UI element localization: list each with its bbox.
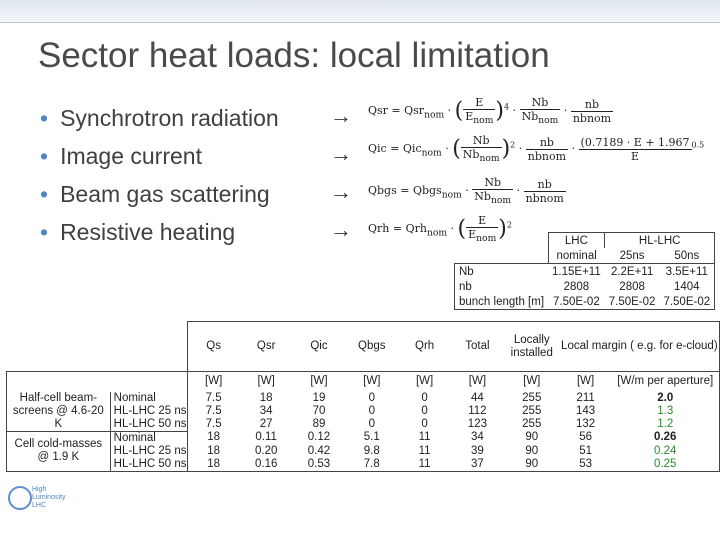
- formula-sub: nom: [541, 149, 567, 163]
- group-label: Cell cold-masses @ 1.9 K: [7, 431, 111, 471]
- formula-den: nb: [572, 111, 587, 125]
- header-divider: [0, 22, 720, 23]
- formula-num: E: [463, 96, 495, 110]
- table-header: Qsr: [240, 322, 293, 372]
- formula-exp: 2: [506, 220, 512, 230]
- table-cell: 0.42: [307, 444, 331, 457]
- table-cell: 132: [576, 417, 596, 430]
- formula-lhs: Qsr = Qsr: [368, 104, 425, 118]
- table-cell: 1.3: [611, 405, 719, 418]
- formula-exp: 0.5: [691, 140, 705, 150]
- header-band: [0, 0, 720, 22]
- table-cell: 44: [470, 391, 484, 404]
- table-cell: [7, 322, 111, 372]
- case-label: HL-LHC 25 ns: [110, 405, 187, 418]
- unit-cell: [W]: [240, 372, 293, 392]
- bullet-list: [40, 103, 279, 255]
- logo-line: High: [32, 486, 47, 493]
- table-cell: 9.8: [363, 444, 380, 457]
- table-row: [7, 418, 720, 432]
- hl-lhc-logo-icon: [8, 486, 32, 510]
- table-cell: 123: [467, 417, 487, 430]
- formula-exp: 2: [510, 140, 516, 150]
- table-row: [7, 392, 720, 405]
- right-arrow-icon: →: [330, 179, 352, 204]
- table-cell: 0.25: [611, 458, 719, 472]
- table-cell: 0: [421, 404, 428, 417]
- bullet-dot-icon: •: [40, 219, 49, 245]
- table-header: Qs: [187, 322, 240, 372]
- formula-sub: nom: [538, 115, 559, 127]
- formula-sub: nom: [473, 115, 494, 127]
- table-cell: 7.8: [345, 458, 398, 472]
- bullet-item: [40, 103, 279, 141]
- table-header: LHC: [548, 233, 605, 249]
- table-cell: 7.50E-02: [605, 294, 660, 310]
- table-cell: 34: [470, 431, 484, 444]
- bullet-item: [40, 217, 279, 255]
- formula-qic: Qic = Qic$_{nom}$ · ( $\frac{Nb}{Nb_{nom}}$ )$^2$ · $\frac{nb}{\text{nbnom}}$ · $\frac{(0.7189 \cdot E + 1.967}{E}$ $^{0.5}$: [368, 134, 705, 165]
- bullet-text: Beam gas scattering: [60, 181, 270, 207]
- formula-sub: nom: [539, 191, 564, 205]
- unit-cell: [W]: [187, 372, 240, 392]
- formula-den: nb: [527, 149, 542, 163]
- table-header: 50ns: [659, 248, 714, 264]
- table-cell: 7.50E-02: [548, 294, 605, 310]
- formula-num: Nb: [520, 96, 561, 110]
- table-cell: [7, 372, 111, 392]
- table-cell: 18: [207, 444, 221, 457]
- right-arrow-icon: →: [330, 141, 352, 166]
- formula-lhs: Qrh = Qrh: [368, 222, 427, 236]
- table-cell: 19: [312, 391, 326, 404]
- table-cell: 18: [259, 391, 273, 404]
- table-cell: [455, 248, 549, 264]
- formula-qrh: Qrh = Qrh$_{nom}$ · ( $\frac{E}{E_{nom}}$ )$^2$: [368, 214, 512, 245]
- table-cell: 1.2: [611, 418, 719, 432]
- bullet-dot-icon: •: [40, 143, 49, 169]
- formula-num: nb: [571, 98, 613, 112]
- table-cell: 7.5: [205, 404, 222, 417]
- table-cell: 112: [468, 404, 487, 417]
- table-cell: 11: [418, 444, 431, 457]
- formula-den: Nb: [474, 190, 491, 203]
- formula-exp: 4: [503, 102, 510, 112]
- table-cell: 2808: [563, 280, 590, 293]
- formula-qsr: Qsr = Qsr$_{nom}$ · ( $\frac{E}{E_{nom}}$ )$^4$ · $\frac{Nb}{Nb_{nom}}$ · $\frac{nb}{\text{nbnom}}$: [368, 96, 612, 127]
- formula-sub: nom: [479, 153, 500, 165]
- table-header: Qic: [293, 322, 346, 372]
- table-cell: 18: [207, 431, 221, 444]
- bullet-item: [40, 141, 279, 179]
- table-cell: 34: [259, 404, 273, 417]
- table-cell: 0: [421, 417, 428, 430]
- formula-lhs: Qic = Qic: [368, 142, 422, 156]
- table-row: [455, 264, 715, 280]
- formula-den: E: [465, 110, 474, 123]
- bullet-dot-icon: •: [40, 105, 49, 131]
- case-label: HL-LHC 50 ns: [110, 458, 187, 472]
- formula-den: Nb: [462, 148, 480, 161]
- table-cell: 255: [522, 391, 542, 404]
- formula-den: nb: [525, 191, 540, 205]
- table-header: Qrh: [398, 322, 451, 372]
- right-arrow-icon: →: [330, 103, 352, 128]
- table-cell: 0: [368, 417, 375, 430]
- parameters-table: [454, 232, 715, 310]
- formula-qbgs: Qbgs = Qbgs$_{nom}$ · $\frac{Nb}{Nb_{nom}}$ · $\frac{nb}{\text{nbnom}}$: [368, 176, 564, 207]
- formula-sub: nom: [424, 109, 445, 121]
- table-cell: 211: [576, 391, 595, 404]
- unit-cell: [W]: [345, 372, 398, 392]
- table-cell: 51: [579, 444, 592, 457]
- table-cell: bunch length [m]: [455, 294, 549, 310]
- unit-cell: [W]: [293, 372, 346, 392]
- table-cell: 7.5: [205, 391, 222, 404]
- table-cell: 1.15E+11: [548, 264, 605, 280]
- bullet-dot-icon: •: [40, 181, 49, 207]
- table-cell: [110, 322, 187, 372]
- slide-title: Sector heat loads: local limitation: [38, 36, 550, 75]
- case-label: HL-LHC 25 ns: [110, 445, 187, 458]
- case-label: HL-LHC 50 ns: [110, 418, 187, 432]
- formula-den: Nb: [521, 110, 539, 123]
- table-cell: 39: [470, 444, 484, 457]
- table-cell: 27: [259, 417, 273, 430]
- right-arrow-icon: →: [330, 217, 352, 242]
- table-header: Qbgs: [345, 322, 398, 372]
- table-cell: Nb: [455, 264, 549, 280]
- table-header: Locally installed: [504, 322, 560, 372]
- unit-cell: [W/m per aperture]: [611, 372, 719, 392]
- formula-sub: nom: [490, 195, 512, 207]
- table-cell: 56: [579, 431, 592, 444]
- table-header: 25ns: [619, 249, 645, 262]
- group-label: Half-cell beam-screens @ 4.6-20 K: [7, 392, 111, 432]
- table-cell: 255: [522, 404, 542, 417]
- table-cell: [110, 372, 187, 392]
- formula-num: E: [466, 214, 498, 228]
- table-cell: 2.0: [611, 392, 719, 405]
- table-cell: 2808: [619, 280, 645, 293]
- table-cell: 7.5: [205, 417, 222, 430]
- table-header: Local margin ( e.g. for e-cloud): [560, 322, 720, 372]
- table-cell: 7.50E-02: [659, 294, 714, 310]
- table-cell: 0.16: [240, 458, 293, 472]
- table-row: [455, 279, 715, 294]
- table-cell: 90: [504, 458, 560, 472]
- formula-num: (0.7189 · E + 1.967: [580, 135, 690, 149]
- table-header: HL-LHC: [605, 233, 715, 249]
- formula-sub: nom: [426, 227, 448, 239]
- table-cell: 0.12: [307, 431, 331, 444]
- formula-den: E: [468, 228, 477, 241]
- bullet-item: [40, 179, 279, 217]
- table-cell: 90: [525, 431, 539, 444]
- formula-den: E: [631, 149, 640, 163]
- formula-sub: nom: [441, 189, 462, 201]
- bullet-text: Synchrotron radiation: [60, 105, 279, 131]
- case-label: Nominal: [110, 392, 187, 405]
- table-cell: [455, 233, 549, 249]
- formula-sub: nom: [586, 111, 612, 125]
- table-cell: nb: [455, 279, 549, 294]
- logo-text: [32, 486, 65, 510]
- case-label: Nominal: [110, 431, 187, 445]
- table-cell: 18: [187, 458, 240, 472]
- unit-cell: [W]: [504, 372, 560, 392]
- table-header: Total: [451, 322, 504, 372]
- formula-num: nb: [526, 136, 568, 150]
- table-cell: 0: [421, 391, 428, 404]
- table-cell: 53: [560, 458, 612, 472]
- table-cell: 143: [576, 404, 596, 417]
- table-header: nominal: [548, 248, 605, 264]
- table-row: [7, 431, 720, 445]
- table-cell: 0.24: [611, 445, 719, 458]
- table-cell: 0: [368, 391, 375, 404]
- table-cell: 0.20: [254, 444, 278, 457]
- table-cell: 0: [368, 404, 375, 417]
- table-cell: 11: [398, 458, 451, 472]
- table-cell: 5.1: [363, 431, 380, 444]
- bullet-text: Resistive heating: [60, 219, 236, 245]
- unit-cell: [W]: [451, 372, 504, 392]
- table-cell: 11: [418, 431, 431, 444]
- table-row: [7, 445, 720, 458]
- bullet-text: Image current: [60, 143, 202, 169]
- table-cell: 255: [522, 417, 542, 430]
- table-row: [7, 458, 720, 472]
- formula-num: Nb: [461, 134, 502, 148]
- table-cell: 0.11: [255, 431, 277, 444]
- table-cell: 3.5E+11: [659, 264, 714, 280]
- unit-cell: [W]: [398, 372, 451, 392]
- unit-cell: [W]: [560, 372, 612, 392]
- table-cell: 0.26: [611, 431, 719, 445]
- formula-num: Nb: [472, 176, 513, 190]
- heat-load-table: [6, 321, 720, 472]
- table-row: [7, 405, 720, 418]
- table-cell: 1404: [659, 279, 714, 294]
- table-row: [455, 294, 715, 310]
- formula-sub: nom: [421, 147, 442, 159]
- formula-sub: nom: [476, 233, 497, 245]
- logo-line: Luminosity: [32, 494, 66, 501]
- table-cell: 89: [312, 417, 326, 430]
- formula-num: nb: [524, 178, 566, 192]
- table-cell: 37: [451, 458, 504, 472]
- table-cell: 0.53: [293, 458, 346, 472]
- formula-lhs: Qbgs = Qbgs: [368, 184, 442, 198]
- table-cell: 70: [312, 404, 326, 417]
- logo-line: LHC: [32, 502, 47, 509]
- table-cell: 90: [525, 444, 539, 457]
- table-cell: 2.2E+11: [605, 264, 660, 280]
